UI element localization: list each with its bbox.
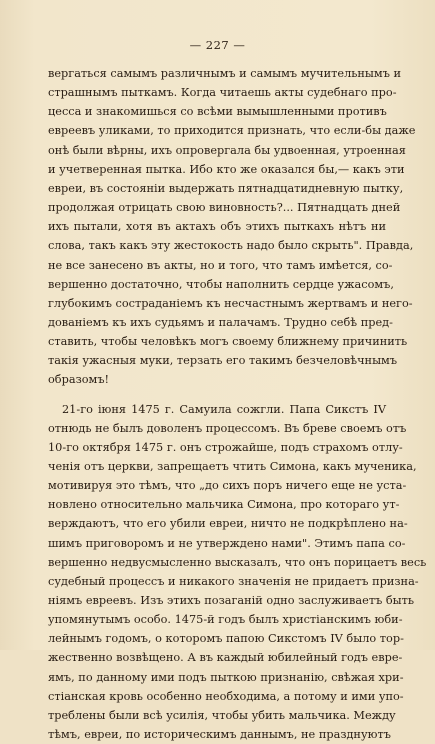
text-line: судебный процессъ и никакого значенія не придаетъ призна- <box>48 575 419 588</box>
text-line: ніямъ евреевъ. Изъ этихъ позаганій одно заслуживаетъ быть <box>48 594 415 607</box>
text-line: цесса и знакомишься со всѣми вымышленными противъ <box>48 105 387 118</box>
page-number: — 227 — <box>189 38 246 52</box>
paragraph-last-line: образомъ! <box>48 373 110 386</box>
text-line: ямъ, по данному ими подъ пыткою признанію, свѣжая хри- <box>48 671 404 684</box>
text-line: шимъ приговоромъ и не утверждено нами". Этимъ папа со- <box>48 537 406 550</box>
text-line: продолжая отрицать свою виновность?... Пятнадцать дней <box>48 201 401 214</box>
text-line: упомянутымъ особо. 1475-й годъ былъ христіанскимъ юби- <box>48 613 403 626</box>
text-line: слова, такъ какъ эту жестокость надо было скрыть". Правда, <box>48 239 414 252</box>
text-line: такія ужасныя муки, терзать его такимъ безчеловѣчнымъ <box>48 354 398 367</box>
text-line: тѣмъ, евреи, по историческимъ даннымъ, не празднуютъ <box>48 728 391 741</box>
text-line: треблены были всѣ усилія, чтобы убить мальчика. Между <box>48 709 396 722</box>
text-line: ставить, чтобы человѣкъ могъ своему ближнему причинить <box>48 335 408 348</box>
text-line: жественно возвѣщено. А въ каждый юбилейный годъ евре- <box>48 651 403 664</box>
text-line: лейнымъ годомъ, о которомъ папою Сикстомъ IV было тор- <box>48 632 404 645</box>
text-line: и учетверенная пытка. Ибо кто же оказался бы,— какъ эти <box>48 163 405 176</box>
text-line: глубокимъ состраданіемъ къ несчастнымъ жертвамъ и него- <box>48 297 413 310</box>
text-line: вершенно достаточно, чтобы наполнить сердце ужасомъ, <box>48 278 394 291</box>
text-line: стіанская кровь особенно необходима, а потому и ими упо- <box>48 690 404 703</box>
text-line: 10-го октября 1475 г. онъ строжайше, подъ страхомъ отлу- <box>48 441 403 454</box>
text-line: отнюдь не былъ доволенъ процессомъ. Въ бреве своемъ отъ <box>48 422 407 435</box>
text-line: ченія отъ церкви, запрещаетъ чтить Симона, какъ мученика, <box>48 460 417 473</box>
text-line: вергаться самымъ различнымъ и самымъ мучительнымъ и <box>48 67 402 80</box>
text-line: вершенно недвусмысленно высказалъ, что онъ порицаетъ весь <box>48 556 427 569</box>
text-line: ихъ пытали, хотя въ актахъ объ этихъ пыткахъ нѣтъ ни <box>48 220 386 233</box>
text-line: верждаютъ, что его убили евреи, ничто не подкрѣплено на- <box>48 517 408 530</box>
paragraph-first-line: 21-го іюня 1475 г. Самуила сожгли. Папа Сикстъ IV <box>62 403 386 416</box>
text-line: евреевъ уликами, то приходится признать, что если-бы даже <box>48 124 416 137</box>
text-line: не все занесено въ акты, но и того, что тамъ имѣется, со- <box>48 259 393 272</box>
text-line: онѣ были вѣрны, ихъ опровергала бы удвоенная, утроенная <box>48 144 406 157</box>
text-line: дованіемъ къ ихъ судьямъ и палачамъ. Трудно себѣ пред- <box>48 316 393 329</box>
text-line: новлено относительно мальчика Симона, про котораго ут- <box>48 498 400 511</box>
text-line: мотивируя это тѣмъ, что „до сихъ поръ ничего еще не уста- <box>48 479 407 492</box>
text-line: евреи, въ состояніи выдержать пятнадцатидневную пытку, <box>48 182 404 195</box>
text-line: страшнымъ пыткамъ. Когда читаешь акты судебнаго про- <box>48 86 397 99</box>
